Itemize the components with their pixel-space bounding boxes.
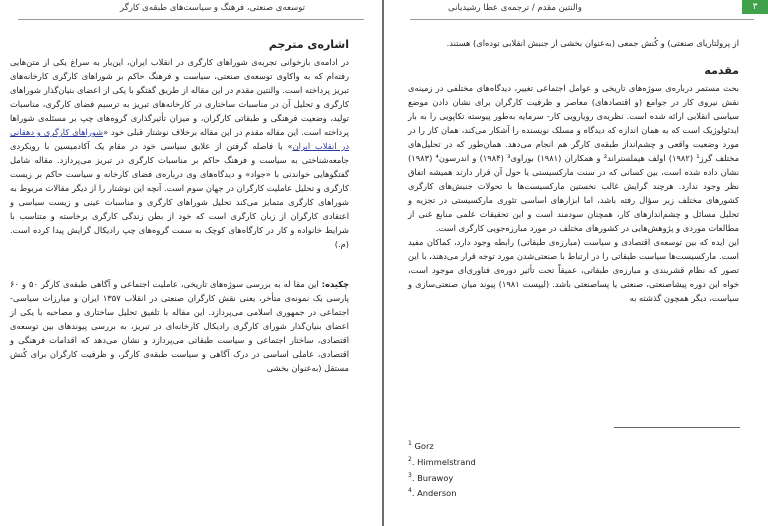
right-column: [408, 36, 739, 305]
article-link[interactable]: شوراهای کارگری و دهقانی در انقلاب ایران: [10, 127, 350, 151]
abstract-lead: چکیده:: [321, 279, 349, 289]
footnotes: [408, 437, 476, 500]
footnote-1: $^1$ Gorz: [408, 440, 434, 451]
introduction-paragraph-2: این ایده که بین توسعه‌ی اقتصادی و سیاست (مبارزه‌ی طبقاتی) رابطه وجود دارد، کماکان مفید است. مارکسیست‌ها سیاست طبقاتی را در ارتباط با صنعتی‌شدن مورد توجه قرار می‌دهند، با این تصور که نظام قشربندی و مبارزه‌ی طبقاتی، عمیقاً تحت تأثیر دوره‌ی فناوری‌ای موجود است، خواه این دوره پیشاصنعتی، صنعتی یا پساصنعتی باشد. (لیپست ۱۹۸۱) پیوند میان صنعتی‌سازی و سیاست، دیگر همچون گذشته به: [408, 237, 739, 303]
footnote-3: $^3$. Burawoy: [408, 471, 454, 483]
left-page: [0, 0, 382, 526]
translator-note-heading: اشاره‌ی مترجم: [268, 38, 349, 51]
page-number-badge: ۳: [742, 0, 768, 14]
translator-note-paragraph: [10, 55, 349, 251]
abstract-continuation: از پرولتاریای صنعتی) و کُنش جمعی (به‌عنوان بخشی از جنبش انقلابی توده‌ای) هستند.: [446, 38, 739, 48]
footnote-2: $^2$. Himmelstrand: [408, 455, 476, 467]
introduction-paragraph-1: بحث مستمر درباره‌ی سوژه‌های تاریخی و عوامل اجتماعی تغییر، دیدگاه‌های مختلفی در زمینه‌ی نقش نیروی کار در جوامع (و اقتصادهای) معاصر و ظرفیت کارگران برای نشان دادن موضع سیاسی انقلابی ارائه شده است. نظریه‌ی رویارویی کار- سرمایه به‌طور پیوسته تکاپویی را به بار ایدئولوژیک است که به همان اندازه که دیدگاه و مسلک نویسنده را آشکار می‌کند، همان کار را در مورد وضعیت واقعی و چشم‌انداز طبقه‌ی کارگر هم انجام می‌دهد. همان‌طور که در تحلیل‌های مختلف گرز¹ (۱۹۸۲) اولف هیملستراند² و همکاران (۱۹۸۱) بوراوی³ (۱۹۸۴) و اندرسون⁴ (۱۹۸۳) نشان داده شده است، بین کسانی که در سنت مارکسیستی یا حول آن قرار دارند همیشه اتفاق نظر وجود ندارد. هرچند گرایش غالب نخستین مارکسیست‌ها با تحولات جنبش‌های کارگری کشورهای مختلف زیر سؤال رفته باشد، اما ابزارهای اساسی تئوری مارکسیستی در تجزیه و تحلیل مسائل و چشم‌اندازهای کار، همچنان سودمند است و این تحقیقات علمی منابع غنی از مطالعات موردی و پژوهش‌هایی در کشورهای مختلف در مورد مبارزه‌جویی کارگری است.: [408, 83, 740, 233]
abstract-text: این مقا له به بررسی سوژه‌های تاریخی، عاملیت اجتماعی و آگاهی طبقه‌ی کارگر ۵۰ و ۶۰ پارسی یک نمونه‌ی متأخر، یعنی نقش کارگران صنعتی در انقلاب ۱۳۵۷ ایران و مبارزات سیاسی-اجتماعی در جمهوری اسلامی می‌پردازد. این مقاله با تلفیق تحلیل ساختاری و مصاحبه با یکی از اعضای بنیان‌گذار شورای کارگری رادیکال کارخانه‌ای در تبریز، به بررسی پیوندهای بین توسعه‌ی اقتصادی، ساختار اجتماعی و سیاست طبقاتی می‌پردازد و نشان می‌دهد که اقدامات فرهنگی و اقتصادی، عاملی اساسی در درک آگاهی و سیاست طبقه‌ی کارگر، و ظرفیت کارگران برای کُنش مستقل (به‌عنوان بخشی: [10, 279, 349, 373]
right-page: [384, 0, 768, 526]
left-page-header: توسعه‌ی صنعتی، فرهنگ و سیاست‌های طبقه‌ی کارگر: [120, 3, 305, 13]
translator-note-intro: در ادامه‌ی بازخوانی تجربه‌ی شوراهای کارگری در انقلاب ایران، این‌بار به سراغ یکی از متن‌هایی رفته‌ام که به واکاوی توسعه‌ی صنعتی، سیاست و فرهنگ حاکم بر شوراهای کارگری کارخانه‌های تبریز پرداخته است. والنتین مقدم در این مقاله از طریق گفتگو با یکی از اعضای بنیان‌گذار شوراهای کارگری و تحلیل آن در مناسبات ساختاری در کارخانه‌های تبریز به ترسیم فضای کارگری، مناسبات تولید، وضعیت فرهنگی و طبقاتی کارگران، و میزان تأثیرگذاری گروه‌های چپ بر مسئله‌ی شوراها پرداخته است. این مقاله مقدم در این مقاله برخلاف نوشتار قبلی خود «: [10, 57, 349, 137]
right-header-rule: [410, 19, 754, 20]
footnote-rule: [614, 427, 740, 428]
left-column: [10, 36, 349, 375]
right-page-header: والنتین مقدم / ترجمه‌ی عطا رشیدیانی: [448, 3, 582, 13]
introduction-heading: مقدمه: [704, 64, 739, 77]
footnote-4: $^4$. Anderson: [408, 487, 457, 499]
translator-note-rest: » با فاصله گرفتن از علایق سیاسی خود در مقام یک آکادمیسین با رویکردی جامعه‌شناختی به سیاست و فرهنگ حاکم بر مناسبات کارگری در تبریز می‌پردازد. مقاله شامل گفتگوهایی خواندنی با «جواد» و دیدگاه‌های وی درباره‌ی فضای کارخانه و سیاست حاکم بر زیست کارگری و تحلیل عاملیت کارگران در جهان سوم است. آنچه این نوشتار را از دیگر مقالات مربوط به شوراهای کارگری متمایز می‌کند تحلیل شوراهای کارگری و مناسبات عینی و زیست سیاسی و اعتقادی کارگران از زبان کارگری است که خود از بطن زندگی کارگری برخاسته و متناسب با شرایط خانواده و کار در کارگاه‌های کوچک به سمت گروه‌های چپ رادیکال گرایش پیدا کرده است. (م.): [10, 141, 349, 249]
left-header-rule: [18, 19, 364, 20]
abstract-paragraph: [10, 277, 349, 375]
